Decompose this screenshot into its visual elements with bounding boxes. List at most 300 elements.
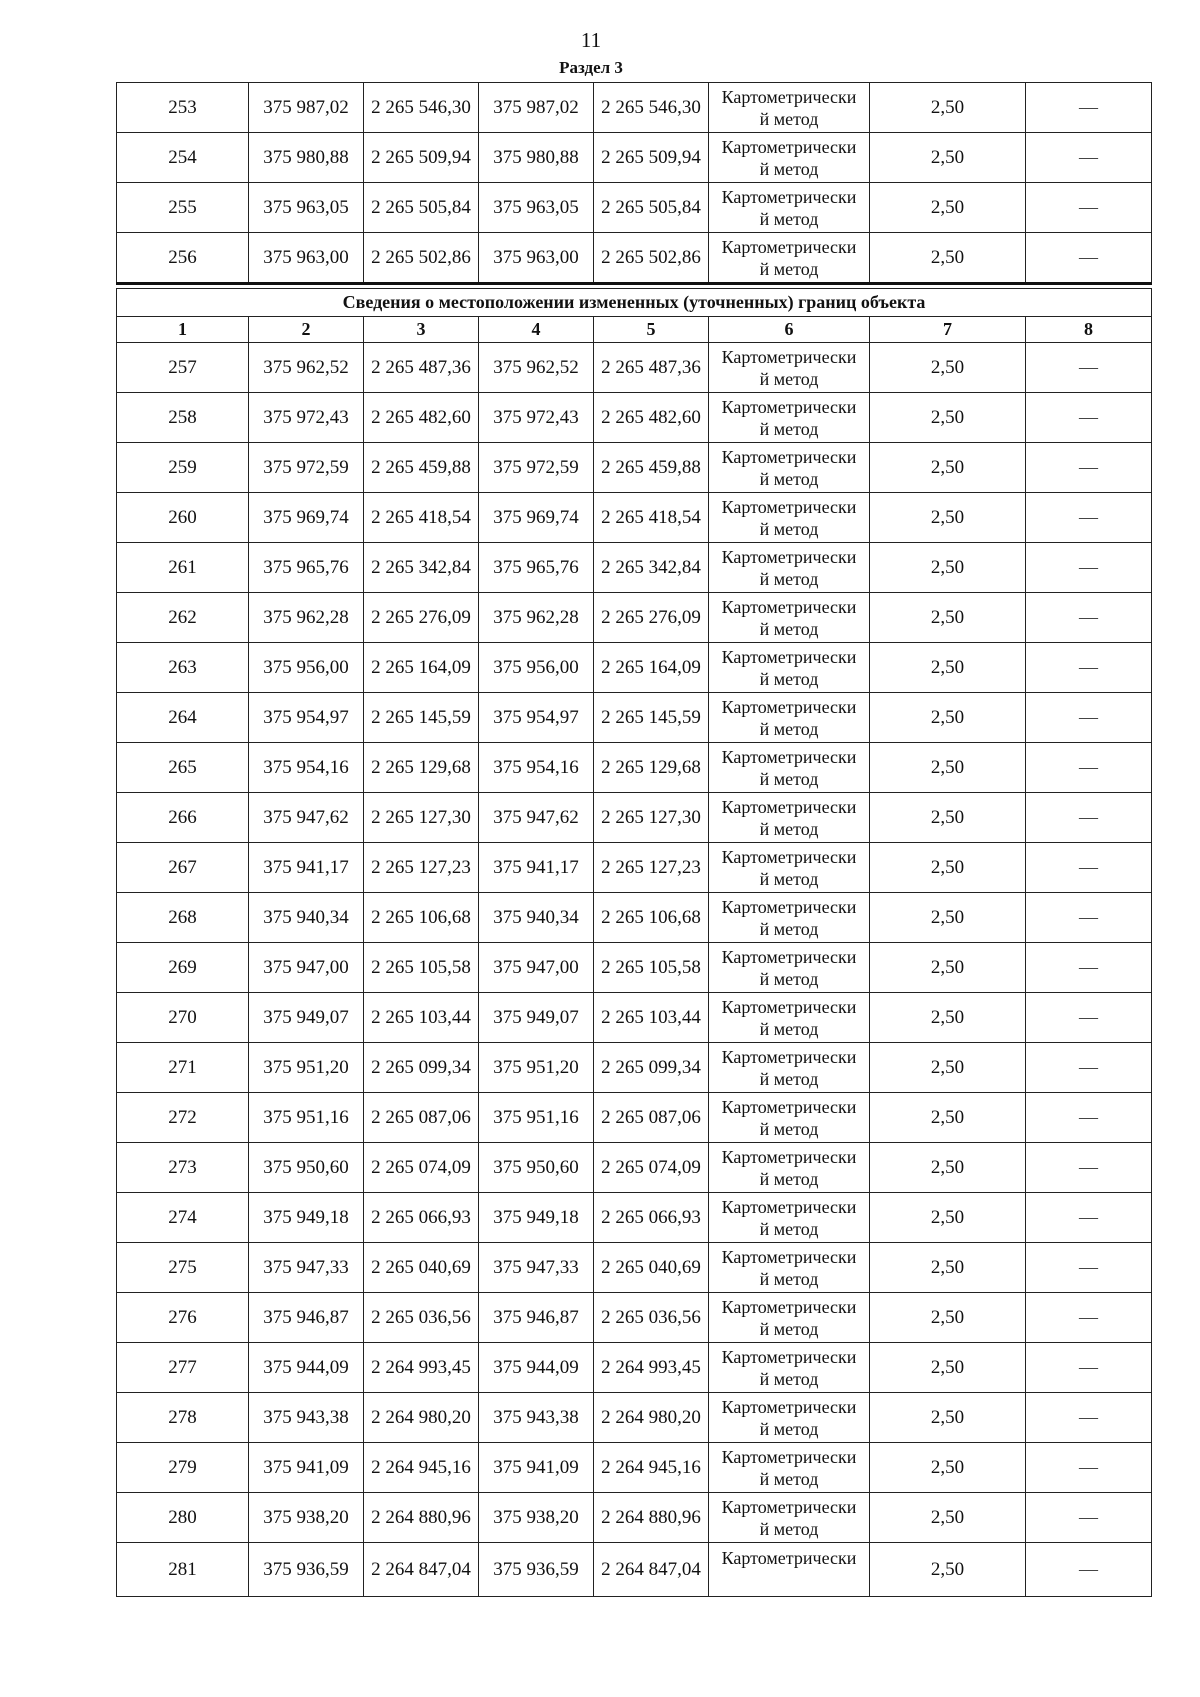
method-text-line1: Картометрически xyxy=(721,186,857,207)
method-cell xyxy=(709,493,870,543)
method-cell xyxy=(709,793,870,843)
point-number-cell: 274 xyxy=(117,1193,249,1243)
y-coordinate-new-cell: 2 265 129,68 xyxy=(594,743,709,793)
column-number: 2 xyxy=(249,317,364,343)
x-coordinate-new-cell: 375 963,05 xyxy=(479,183,594,233)
accuracy-cell: 2,50 xyxy=(870,593,1026,643)
x-coordinate-cell: 375 962,28 xyxy=(249,593,364,643)
x-coordinate-cell: 375 944,09 xyxy=(249,1343,364,1393)
accuracy-cell: 2,50 xyxy=(870,943,1026,993)
y-coordinate-new-cell: 2 264 847,04 xyxy=(594,1543,709,1597)
point-number-cell: 269 xyxy=(117,943,249,993)
note-cell: — xyxy=(1026,593,1152,643)
table-row xyxy=(117,83,1152,133)
y-coordinate-new-cell: 2 265 145,59 xyxy=(594,693,709,743)
x-coordinate-cell: 375 940,34 xyxy=(249,893,364,943)
x-coordinate-new-cell: 375 972,59 xyxy=(479,443,594,493)
column-number-row xyxy=(117,317,1152,343)
note-cell: — xyxy=(1026,83,1152,133)
table-row xyxy=(117,1543,1152,1597)
note-cell: — xyxy=(1026,1343,1152,1393)
table-row xyxy=(117,493,1152,543)
y-coordinate-cell: 2 265 036,56 xyxy=(364,1293,479,1343)
column-number: 5 xyxy=(594,317,709,343)
table-row xyxy=(117,393,1152,443)
method-cell xyxy=(709,1293,870,1343)
point-number-cell: 258 xyxy=(117,393,249,443)
accuracy-cell: 2,50 xyxy=(870,1543,1026,1597)
y-coordinate-new-cell: 2 265 103,44 xyxy=(594,993,709,1043)
point-number-cell: 279 xyxy=(117,1443,249,1493)
note-cell: — xyxy=(1026,343,1152,393)
column-number: 3 xyxy=(364,317,479,343)
method-text-line1: Картометрически xyxy=(721,546,857,567)
point-number-cell: 263 xyxy=(117,643,249,693)
x-coordinate-cell: 375 947,33 xyxy=(249,1243,364,1293)
accuracy-cell: 2,50 xyxy=(870,1393,1026,1443)
method-cell xyxy=(709,343,870,393)
method-text-line2: й метод xyxy=(759,518,819,539)
method-text-line1: Картометрически xyxy=(721,1446,857,1467)
method-text-line2: й метод xyxy=(759,618,819,639)
accuracy-cell: 2,50 xyxy=(870,133,1026,183)
y-coordinate-new-cell: 2 265 066,93 xyxy=(594,1193,709,1243)
method-cell xyxy=(709,1143,870,1193)
x-coordinate-cell: 375 943,38 xyxy=(249,1393,364,1443)
table-row xyxy=(117,1443,1152,1493)
x-coordinate-new-cell: 375 949,18 xyxy=(479,1193,594,1243)
x-coordinate-cell: 375 969,74 xyxy=(249,493,364,543)
y-coordinate-cell: 2 265 127,23 xyxy=(364,843,479,893)
x-coordinate-new-cell: 375 950,60 xyxy=(479,1143,594,1193)
x-coordinate-cell: 375 972,43 xyxy=(249,393,364,443)
x-coordinate-new-cell: 375 951,20 xyxy=(479,1043,594,1093)
method-cell xyxy=(709,183,870,233)
y-coordinate-cell: 2 265 164,09 xyxy=(364,643,479,693)
method-text-line2: й метод xyxy=(759,768,819,789)
x-coordinate-cell: 375 951,20 xyxy=(249,1043,364,1093)
y-coordinate-new-cell: 2 265 276,09 xyxy=(594,593,709,643)
method-text-line1: Картометрически xyxy=(721,1196,857,1217)
accuracy-cell: 2,50 xyxy=(870,1143,1026,1193)
note-cell: — xyxy=(1026,793,1152,843)
y-coordinate-new-cell: 2 265 505,84 xyxy=(594,183,709,233)
x-coordinate-new-cell: 375 943,38 xyxy=(479,1393,594,1443)
y-coordinate-cell: 2 265 040,69 xyxy=(364,1243,479,1293)
method-text-line2: й метод xyxy=(759,1018,819,1039)
method-text-line1: Картометрически xyxy=(721,1296,857,1317)
method-cell xyxy=(709,1093,870,1143)
table-row xyxy=(117,1093,1152,1143)
y-coordinate-cell: 2 265 129,68 xyxy=(364,743,479,793)
point-number-cell: 273 xyxy=(117,1143,249,1193)
y-coordinate-new-cell: 2 264 980,20 xyxy=(594,1393,709,1443)
point-number-cell: 272 xyxy=(117,1093,249,1143)
accuracy-cell: 2,50 xyxy=(870,1043,1026,1093)
accuracy-cell: 2,50 xyxy=(870,443,1026,493)
x-coordinate-new-cell: 375 980,88 xyxy=(479,133,594,183)
accuracy-cell: 2,50 xyxy=(870,493,1026,543)
accuracy-cell: 2,50 xyxy=(870,233,1026,284)
x-coordinate-new-cell: 375 962,28 xyxy=(479,593,594,643)
point-number-cell: 261 xyxy=(117,543,249,593)
method-text-line2: й метод xyxy=(759,258,819,279)
table-row xyxy=(117,183,1152,233)
x-coordinate-new-cell: 375 951,16 xyxy=(479,1093,594,1143)
point-number-cell: 257 xyxy=(117,343,249,393)
x-coordinate-cell: 375 949,18 xyxy=(249,1193,364,1243)
method-cell xyxy=(709,233,870,284)
x-coordinate-cell: 375 965,76 xyxy=(249,543,364,593)
y-coordinate-cell: 2 265 145,59 xyxy=(364,693,479,743)
x-coordinate-new-cell: 375 965,76 xyxy=(479,543,594,593)
x-coordinate-new-cell: 375 972,43 xyxy=(479,393,594,443)
x-coordinate-new-cell: 375 946,87 xyxy=(479,1293,594,1343)
note-cell: — xyxy=(1026,743,1152,793)
method-cell xyxy=(709,843,870,893)
column-number: 6 xyxy=(709,317,870,343)
method-text-line1: Картометрически xyxy=(721,946,857,967)
method-text-line2: й метод xyxy=(759,158,819,179)
note-cell: — xyxy=(1026,843,1152,893)
x-coordinate-new-cell: 375 963,00 xyxy=(479,233,594,284)
y-coordinate-cell: 2 265 103,44 xyxy=(364,993,479,1043)
y-coordinate-cell: 2 265 487,36 xyxy=(364,343,479,393)
note-cell: — xyxy=(1026,1143,1152,1193)
x-coordinate-new-cell: 375 947,33 xyxy=(479,1243,594,1293)
accuracy-cell: 2,50 xyxy=(870,743,1026,793)
y-coordinate-new-cell: 2 265 164,09 xyxy=(594,643,709,693)
x-coordinate-cell: 375 980,88 xyxy=(249,133,364,183)
y-coordinate-new-cell: 2 265 482,60 xyxy=(594,393,709,443)
x-coordinate-cell: 375 987,02 xyxy=(249,83,364,133)
method-cell xyxy=(709,393,870,443)
table-row xyxy=(117,843,1152,893)
method-text-line1: Картометрически xyxy=(721,1096,857,1117)
x-coordinate-cell: 375 954,97 xyxy=(249,693,364,743)
table-row xyxy=(117,743,1152,793)
point-number-cell: 277 xyxy=(117,1343,249,1393)
method-text-line1: Картометрически xyxy=(721,896,857,917)
y-coordinate-cell: 2 265 074,09 xyxy=(364,1143,479,1193)
method-text-line1: Картометрически xyxy=(721,1346,857,1367)
x-coordinate-cell: 375 951,16 xyxy=(249,1093,364,1143)
method-text-line2: й метод xyxy=(759,1268,819,1289)
accuracy-cell: 2,50 xyxy=(870,393,1026,443)
note-cell: — xyxy=(1026,1443,1152,1493)
y-coordinate-cell: 2 265 066,93 xyxy=(364,1193,479,1243)
accuracy-cell: 2,50 xyxy=(870,1343,1026,1393)
accuracy-cell: 2,50 xyxy=(870,1293,1026,1343)
y-coordinate-cell: 2 265 127,30 xyxy=(364,793,479,843)
table-row xyxy=(117,133,1152,183)
y-coordinate-new-cell: 2 264 880,96 xyxy=(594,1493,709,1543)
point-number-cell: 260 xyxy=(117,493,249,543)
note-cell: — xyxy=(1026,393,1152,443)
method-text-line1: Картометрически xyxy=(721,496,857,517)
point-number-cell: 270 xyxy=(117,993,249,1043)
method-text-line2: й метод xyxy=(759,1468,819,1489)
method-cell xyxy=(709,943,870,993)
x-coordinate-new-cell: 375 940,34 xyxy=(479,893,594,943)
method-cell xyxy=(709,693,870,743)
method-cell xyxy=(709,593,870,643)
method-text-line1: Картометрически xyxy=(721,346,857,367)
note-cell: — xyxy=(1026,993,1152,1043)
accuracy-cell: 2,50 xyxy=(870,1193,1026,1243)
method-text-line2: й метод xyxy=(759,918,819,939)
method-text-line2: й метод xyxy=(759,868,819,889)
method-text-line2: й метод xyxy=(759,1318,819,1339)
method-text-line1: Картометрически xyxy=(721,646,857,667)
y-coordinate-new-cell: 2 265 487,36 xyxy=(594,343,709,393)
method-text-line2: й метод xyxy=(759,1518,819,1539)
note-cell: — xyxy=(1026,643,1152,693)
table-row xyxy=(117,1393,1152,1443)
method-cell xyxy=(709,993,870,1043)
method-cell xyxy=(709,1343,870,1393)
x-coordinate-cell: 375 946,87 xyxy=(249,1293,364,1343)
y-coordinate-cell: 2 265 546,30 xyxy=(364,83,479,133)
y-coordinate-cell: 2 265 099,34 xyxy=(364,1043,479,1093)
method-text-line2: й метод xyxy=(759,468,819,489)
table-row xyxy=(117,543,1152,593)
x-coordinate-cell: 375 962,52 xyxy=(249,343,364,393)
note-cell: — xyxy=(1026,183,1152,233)
method-text-line1: Картометрически xyxy=(721,596,857,617)
method-text-line2: й метод xyxy=(759,108,819,129)
coordinates-table-main xyxy=(116,288,1152,1597)
note-cell: — xyxy=(1026,693,1152,743)
method-cell xyxy=(709,443,870,493)
method-text-line2: й метод xyxy=(759,418,819,439)
y-coordinate-cell: 2 264 980,20 xyxy=(364,1393,479,1443)
accuracy-cell: 2,50 xyxy=(870,1493,1026,1543)
note-cell: — xyxy=(1026,1193,1152,1243)
column-number: 1 xyxy=(117,317,249,343)
method-cell xyxy=(709,1243,870,1293)
y-coordinate-cell: 2 265 502,86 xyxy=(364,233,479,284)
table-row xyxy=(117,893,1152,943)
x-coordinate-cell: 375 941,09 xyxy=(249,1443,364,1493)
method-text-line1: Картометрически xyxy=(721,1496,857,1517)
method-text-line1: Картометрически xyxy=(721,236,857,257)
accuracy-cell: 2,50 xyxy=(870,843,1026,893)
y-coordinate-new-cell: 2 265 546,30 xyxy=(594,83,709,133)
y-coordinate-cell: 2 265 418,54 xyxy=(364,493,479,543)
y-coordinate-cell: 2 265 105,58 xyxy=(364,943,479,993)
x-coordinate-new-cell: 375 947,00 xyxy=(479,943,594,993)
y-coordinate-new-cell: 2 265 509,94 xyxy=(594,133,709,183)
x-coordinate-new-cell: 375 987,02 xyxy=(479,83,594,133)
x-coordinate-new-cell: 375 949,07 xyxy=(479,993,594,1043)
x-coordinate-cell: 375 947,00 xyxy=(249,943,364,993)
method-text-line1: Картометрически xyxy=(721,1246,857,1267)
method-text-line2: й метод xyxy=(759,208,819,229)
x-coordinate-new-cell: 375 947,62 xyxy=(479,793,594,843)
x-coordinate-new-cell: 375 962,52 xyxy=(479,343,594,393)
y-coordinate-new-cell: 2 265 074,09 xyxy=(594,1143,709,1193)
method-text-line2: й метод xyxy=(759,1118,819,1139)
table-row xyxy=(117,1043,1152,1093)
note-cell: — xyxy=(1026,133,1152,183)
note-cell: — xyxy=(1026,1543,1152,1597)
x-coordinate-cell: 375 938,20 xyxy=(249,1493,364,1543)
method-cell xyxy=(709,743,870,793)
method-text-line1: Картометрически xyxy=(721,796,857,817)
accuracy-cell: 2,50 xyxy=(870,543,1026,593)
method-text-line1: Картометрически xyxy=(721,136,857,157)
page-number: 11 xyxy=(580,28,602,52)
method-text-line2: й метод xyxy=(759,1218,819,1239)
x-coordinate-new-cell: 375 969,74 xyxy=(479,493,594,543)
method-cell xyxy=(709,643,870,693)
accuracy-cell: 2,50 xyxy=(870,183,1026,233)
accuracy-cell: 2,50 xyxy=(870,693,1026,743)
method-text-line2: й метод xyxy=(759,1418,819,1439)
x-coordinate-cell: 375 963,05 xyxy=(249,183,364,233)
table-caption-row xyxy=(117,289,1152,317)
table-row xyxy=(117,1493,1152,1543)
y-coordinate-cell: 2 265 276,09 xyxy=(364,593,479,643)
accuracy-cell: 2,50 xyxy=(870,1093,1026,1143)
table-row xyxy=(117,993,1152,1043)
method-text-line1: Картометрически xyxy=(721,1396,857,1417)
point-number-cell: 276 xyxy=(117,1293,249,1343)
method-cell xyxy=(709,1493,870,1543)
method-text-line2: й метод xyxy=(759,1168,819,1189)
method-cell xyxy=(709,1443,870,1493)
y-coordinate-cell: 2 265 087,06 xyxy=(364,1093,479,1143)
point-number-cell: 262 xyxy=(117,593,249,643)
method-text-line2: й метод xyxy=(759,718,819,739)
point-number-cell: 256 xyxy=(117,233,249,284)
note-cell: — xyxy=(1026,1093,1152,1143)
table-row xyxy=(117,693,1152,743)
y-coordinate-new-cell: 2 265 105,58 xyxy=(594,943,709,993)
y-coordinate-cell: 2 264 847,04 xyxy=(364,1543,479,1597)
column-number: 4 xyxy=(479,317,594,343)
method-text-line1: Картометрически xyxy=(721,396,857,417)
method-text-line2: й метод xyxy=(759,668,819,689)
y-coordinate-cell: 2 264 945,16 xyxy=(364,1443,479,1493)
y-coordinate-new-cell: 2 265 106,68 xyxy=(594,893,709,943)
accuracy-cell: 2,50 xyxy=(870,83,1026,133)
x-coordinate-cell: 375 956,00 xyxy=(249,643,364,693)
point-number-cell: 255 xyxy=(117,183,249,233)
x-coordinate-cell: 375 949,07 xyxy=(249,993,364,1043)
x-coordinate-cell: 375 936,59 xyxy=(249,1543,364,1597)
accuracy-cell: 2,50 xyxy=(870,343,1026,393)
table-row xyxy=(117,793,1152,843)
method-text-line1: Картометрически xyxy=(721,746,857,767)
point-number-cell: 265 xyxy=(117,743,249,793)
note-cell: — xyxy=(1026,1493,1152,1543)
y-coordinate-cell: 2 264 993,45 xyxy=(364,1343,479,1393)
x-coordinate-new-cell: 375 941,17 xyxy=(479,843,594,893)
x-coordinate-cell: 375 963,00 xyxy=(249,233,364,284)
method-text-line2: й метод xyxy=(759,1368,819,1389)
method-text-line1: Картометрически xyxy=(721,446,857,467)
note-cell: — xyxy=(1026,443,1152,493)
accuracy-cell: 2,50 xyxy=(870,1443,1026,1493)
y-coordinate-cell: 2 264 880,96 xyxy=(364,1493,479,1543)
x-coordinate-new-cell: 375 936,59 xyxy=(479,1543,594,1597)
note-cell: — xyxy=(1026,1393,1152,1443)
y-coordinate-cell: 2 265 482,60 xyxy=(364,393,479,443)
method-text-line2: й метод xyxy=(759,368,819,389)
y-coordinate-cell: 2 265 505,84 xyxy=(364,183,479,233)
y-coordinate-new-cell: 2 264 945,16 xyxy=(594,1443,709,1493)
x-coordinate-new-cell: 375 954,97 xyxy=(479,693,594,743)
method-text-line1: Картометрически xyxy=(721,846,857,867)
x-coordinate-new-cell: 375 954,16 xyxy=(479,743,594,793)
point-number-cell: 264 xyxy=(117,693,249,743)
y-coordinate-new-cell: 2 264 993,45 xyxy=(594,1343,709,1393)
y-coordinate-new-cell: 2 265 418,54 xyxy=(594,493,709,543)
x-coordinate-cell: 375 941,17 xyxy=(249,843,364,893)
x-coordinate-new-cell: 375 941,09 xyxy=(479,1443,594,1493)
method-text-line1: Картометрически xyxy=(721,696,857,717)
method-cell xyxy=(709,893,870,943)
table-row xyxy=(117,1243,1152,1293)
method-cell xyxy=(709,543,870,593)
method-cell xyxy=(709,1193,870,1243)
point-number-cell: 278 xyxy=(117,1393,249,1443)
method-cell xyxy=(709,1393,870,1443)
y-coordinate-new-cell: 2 265 040,69 xyxy=(594,1243,709,1293)
accuracy-cell: 2,50 xyxy=(870,893,1026,943)
point-number-cell: 275 xyxy=(117,1243,249,1293)
table-row xyxy=(117,1143,1152,1193)
table-row xyxy=(117,1193,1152,1243)
point-number-cell: 271 xyxy=(117,1043,249,1093)
x-coordinate-cell: 375 954,16 xyxy=(249,743,364,793)
accuracy-cell: 2,50 xyxy=(870,643,1026,693)
note-cell: — xyxy=(1026,1043,1152,1093)
point-number-cell: 267 xyxy=(117,843,249,893)
x-coordinate-new-cell: 375 938,20 xyxy=(479,1493,594,1543)
method-cell xyxy=(709,1543,870,1597)
accuracy-cell: 2,50 xyxy=(870,993,1026,1043)
point-number-cell: 266 xyxy=(117,793,249,843)
y-coordinate-cell: 2 265 342,84 xyxy=(364,543,479,593)
method-cell xyxy=(709,133,870,183)
accuracy-cell: 2,50 xyxy=(870,1243,1026,1293)
point-number-cell: 253 xyxy=(117,83,249,133)
y-coordinate-new-cell: 2 265 036,56 xyxy=(594,1293,709,1343)
method-text-line1: Картометрически xyxy=(721,1548,857,1568)
point-number-cell: 280 xyxy=(117,1493,249,1543)
note-cell: — xyxy=(1026,943,1152,993)
x-coordinate-new-cell: 375 944,09 xyxy=(479,1343,594,1393)
y-coordinate-new-cell: 2 265 099,34 xyxy=(594,1043,709,1093)
note-cell: — xyxy=(1026,1243,1152,1293)
y-coordinate-new-cell: 2 265 127,23 xyxy=(594,843,709,893)
x-coordinate-cell: 375 947,62 xyxy=(249,793,364,843)
x-coordinate-cell: 375 972,59 xyxy=(249,443,364,493)
y-coordinate-new-cell: 2 265 087,06 xyxy=(594,1093,709,1143)
x-coordinate-new-cell: 375 956,00 xyxy=(479,643,594,693)
table-row xyxy=(117,343,1152,393)
point-number-cell: 259 xyxy=(117,443,249,493)
note-cell: — xyxy=(1026,493,1152,543)
table-caption: Сведения о местоположении измененных (уточненных) границ объекта xyxy=(117,289,1152,317)
column-number: 7 xyxy=(870,317,1026,343)
point-number-cell: 268 xyxy=(117,893,249,943)
method-text-line2: й метод xyxy=(759,818,819,839)
point-number-cell: 281 xyxy=(117,1543,249,1597)
